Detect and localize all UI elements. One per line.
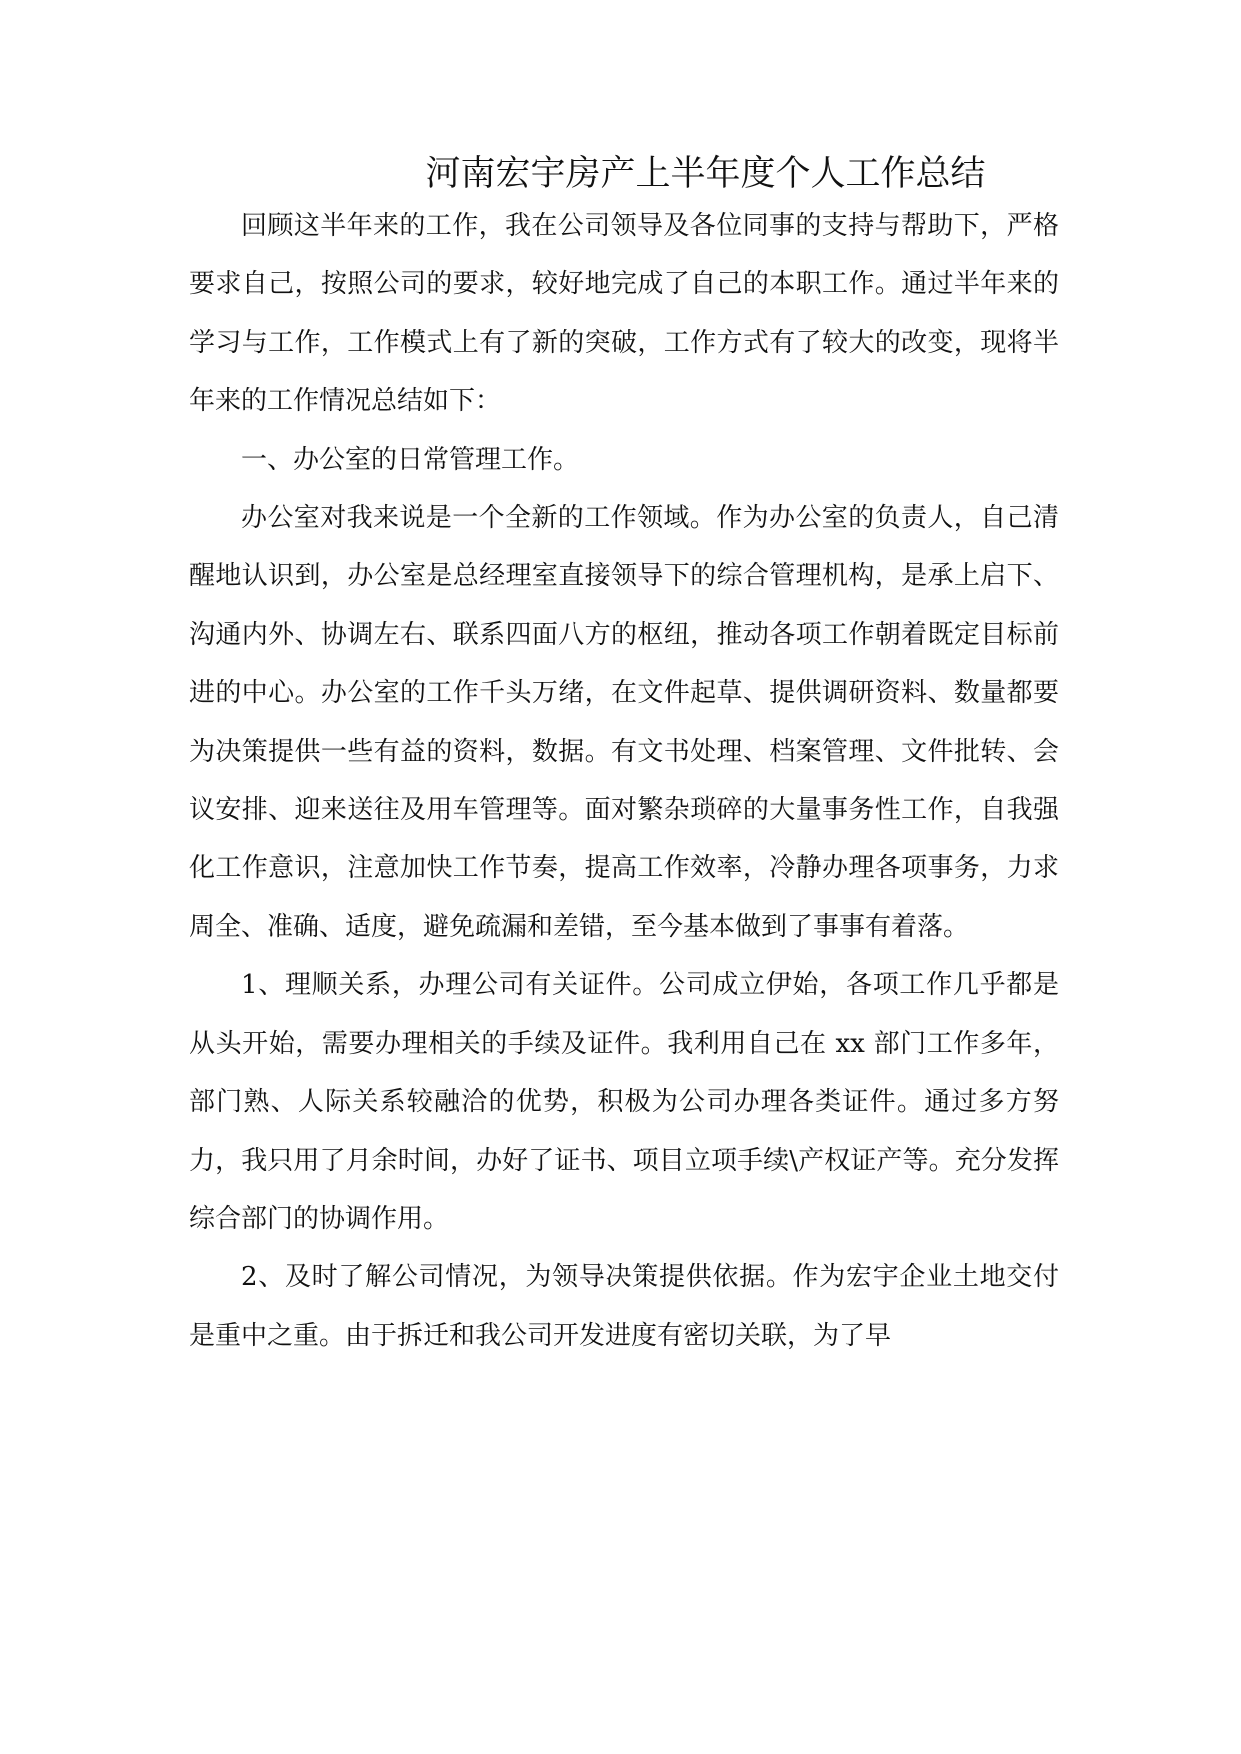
paragraph-item-2-company-situation: 2、及时了解公司情况，为领导决策提供依据。作为宏宇企业土地交付是重中之重。由于拆迁和我公司开发进度有密切关联，为了早 bbox=[189, 1262, 1059, 1351]
document-title: 河南宏宇房产上半年度个人工作总结 bbox=[425, 154, 986, 194]
paragraph-office-role: 办公室对我来说是一个全新的工作领域。作为办公室的负责人，自己清醒地认识到，办公室是总经理室直接领导下的综合管理机构，是承上启下、沟通内外、协调左右、联系四面八方的枢纽，推动各项工作朝着既定目标前进的中心。办公室的工作千头万绪，在文件起草、提供调研资料、数量都要为决策提供一些有益的资料，数据。有文书处理、档案管理、文件批转、会议安排、迎来送往及用车管理等。面对繁杂琐碎的大量事务性工作，自我强化工作意识，注意加快工作节奏，提高工作效率，冷静办理各项事务，力求周全、准确、适度，避免疏漏和差错，至今基本做到了事事有着落。 bbox=[189, 503, 1059, 942]
section-heading-office-management: 一、办公室的日常管理工作。 bbox=[241, 444, 580, 475]
paragraph-item-1-certificates: 1、理顺关系，办理公司有关证件。公司成立伊始，各项工作几乎都是从头开始，需要办理相关的手续及证件。我利用自己在 xx 部门工作多年，部门熟、人际关系较融洽的优势，积极为公司办理各类证件。通过多方努力，我只用了月余时间，办好了证书、项目立项手续\产权证产等。充分发挥综合部门的协调作用。 bbox=[189, 970, 1059, 1234]
paragraph-intro: 回顾这半年来的工作，我在公司领导及各位同事的支持与帮助下，严格要求自己，按照公司的要求，较好地完成了自己的本职工作。通过半年来的学习与工作，工作模式上有了新的突破，工作方式有了较大的改变，现将半年来的工作情况总结如下： bbox=[189, 211, 1059, 417]
document-body bbox=[189, 197, 1059, 1365]
